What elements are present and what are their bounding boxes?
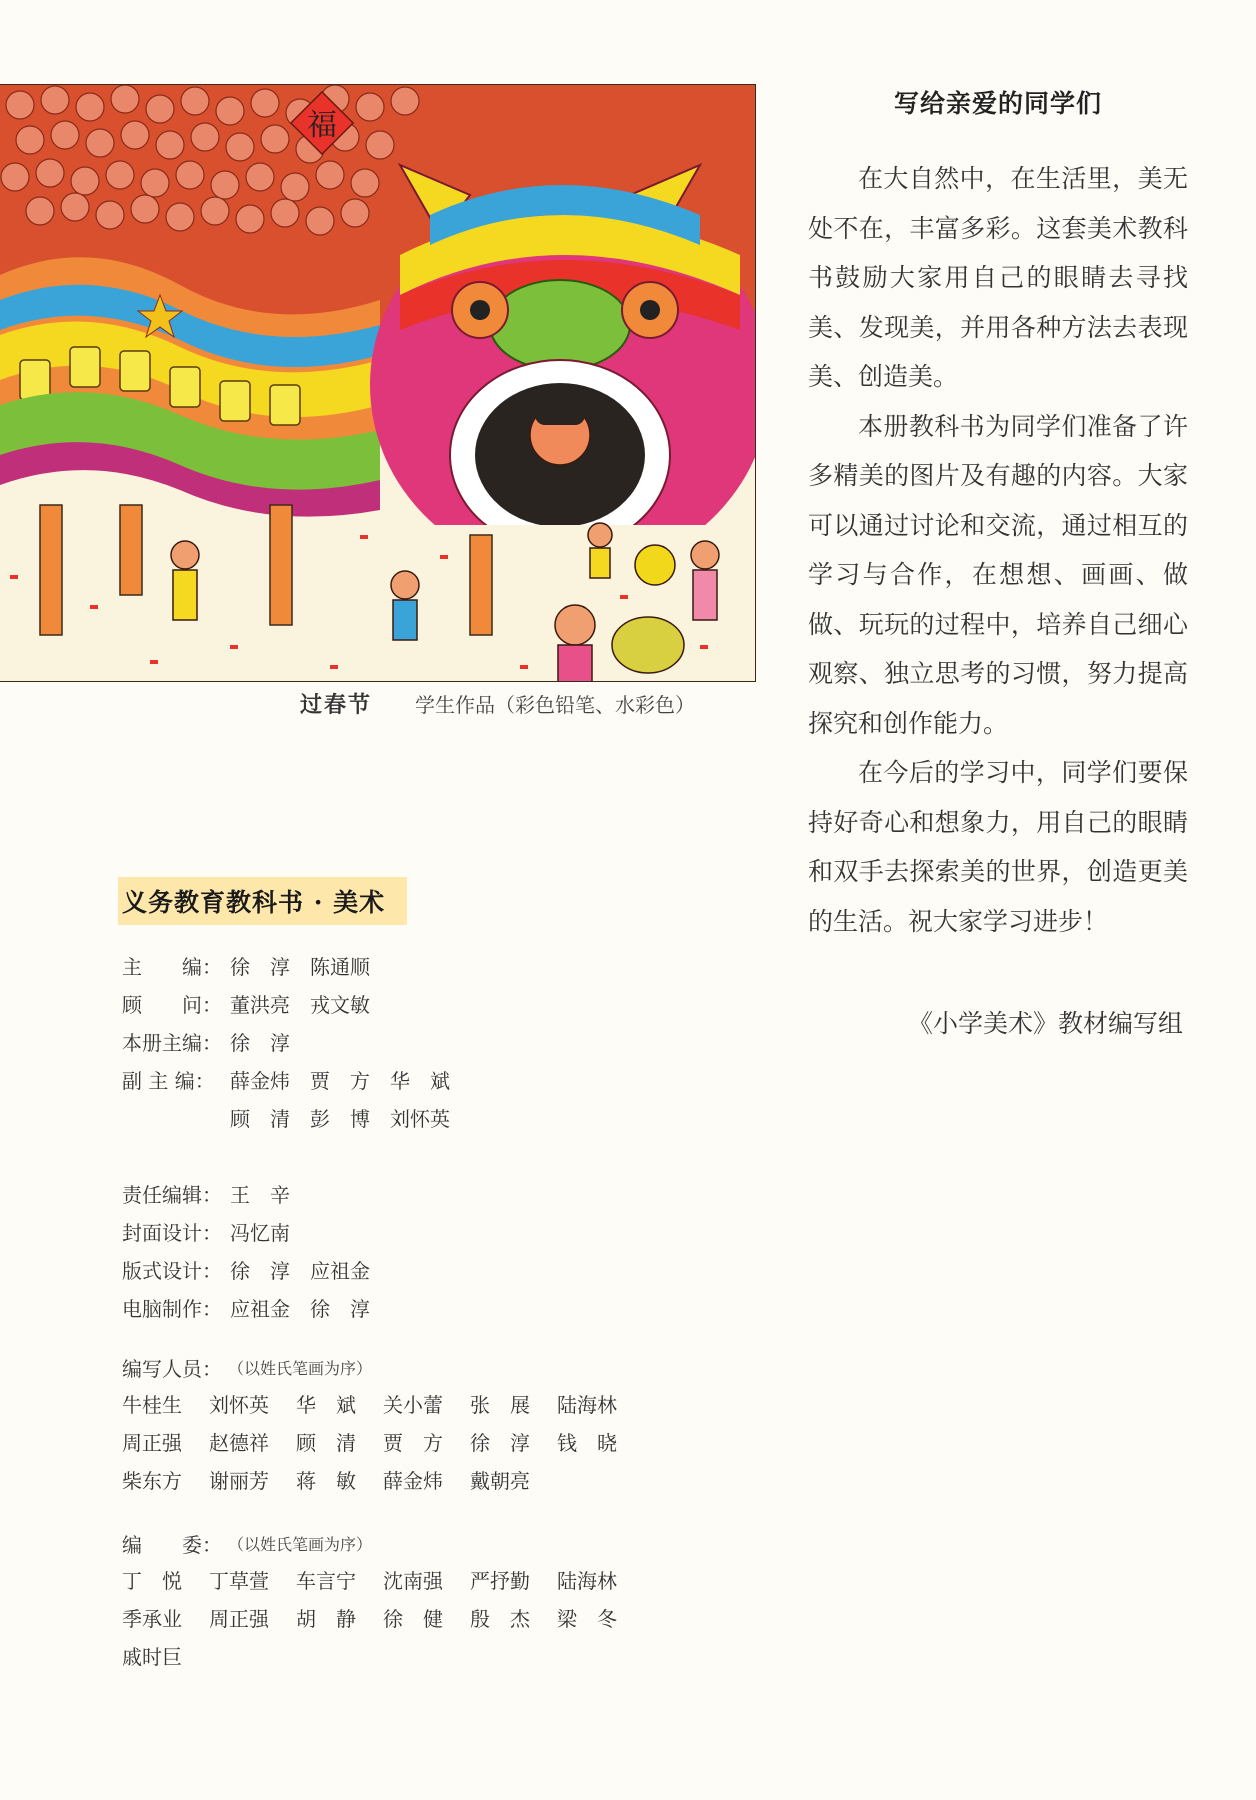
letter-paragraph: 本册教科书为同学们准备了许多精美的图片及有趣的内容。大家可以通过讨论和交流，通过相互的学习与合作，在想想、画画、做做、玩玩的过程中，培养自己细心观察、独立思考的习惯，努力提高探究和创作能力。 (808, 411, 1188, 738)
person-name: 梁 冬 (557, 1607, 617, 1631)
credit-value: 应祖金 徐 淳 (230, 1296, 370, 1321)
person-name: 柴东方 (122, 1469, 182, 1493)
letter-paragraph: 在大自然中，在生活里，美无处不在，丰富多彩。这套美术教科书鼓励大家用自己的眼睛去寻找美、发现美，并用各种方法去表现美、创造美。 (808, 164, 1188, 391)
credit-value: 薛金炜 贾 方 华 斌 (230, 1068, 450, 1093)
fu-character: 福 (307, 108, 337, 143)
credit-row-chief-editor (122, 946, 722, 984)
credit-label: 副 主 编： (122, 1068, 215, 1093)
letter-section (808, 84, 1188, 946)
credit-label: 本册主编： (122, 1030, 222, 1055)
book-title: 义务教育教科书 · 美术 (118, 877, 407, 925)
person-name: 张 展 (470, 1393, 530, 1417)
person-name: 陆海林 (557, 1393, 617, 1417)
person-name: 刘怀英 (209, 1393, 269, 1417)
credit-label: 版式设计： (122, 1258, 222, 1283)
committee-label: 编 委： (122, 1532, 222, 1557)
credit-value: 王 辛 (230, 1182, 290, 1207)
committee-list (122, 1562, 682, 1676)
committee-heading (122, 1524, 722, 1562)
credit-row-volume-editor (122, 1022, 722, 1060)
person-name: 丁草萱 (209, 1569, 269, 1593)
person-name: 周正强 (209, 1607, 269, 1631)
writers-label: 编写人员： (122, 1356, 222, 1381)
person-name: 薛金炜 (383, 1469, 443, 1493)
credit-row-layout-design (122, 1250, 722, 1288)
credit-label: 主 编： (122, 954, 222, 979)
person-name: 丁 悦 (122, 1569, 182, 1593)
credit-label: 责任编辑： (122, 1182, 222, 1207)
person-name: 严抒勤 (470, 1569, 530, 1593)
person-name: 胡 静 (296, 1607, 356, 1631)
letter-signature: 《小学美术》教材编写组 (907, 1009, 1183, 1038)
credits-block (122, 946, 722, 1676)
credit-value: 顾 清 彭 博 刘怀英 (230, 1106, 450, 1131)
person-name: 徐 淳 (470, 1431, 530, 1455)
person-name: 谢丽芳 (209, 1469, 269, 1493)
writers-list (122, 1386, 682, 1500)
student-painting (0, 84, 756, 682)
painting-subtitle: 学生作品（彩色铅笔、水彩色） (415, 693, 696, 717)
credit-value: 冯忆南 (230, 1220, 290, 1245)
spacer (122, 1136, 722, 1174)
person-name: 周正强 (122, 1431, 182, 1455)
painting-illustration (0, 85, 756, 682)
painting-caption (300, 688, 760, 719)
credit-row-responsible-editor (122, 1174, 722, 1212)
credit-label: 顾 问： (122, 992, 222, 1017)
person-name: 华 斌 (296, 1393, 356, 1417)
credit-row-deputy-editor (122, 1060, 722, 1098)
credit-value: 徐 淳 陈通顺 (230, 954, 370, 979)
person-name: 殷 杰 (470, 1607, 530, 1631)
credit-value: 董洪亮 戎文敏 (230, 992, 370, 1017)
person-name: 关小蕾 (383, 1393, 443, 1417)
person-name: 戚时巨 (122, 1645, 182, 1669)
letter-paragraph: 在今后的学习中，同学们要保持好奇心和想象力，用自己的眼睛和双手去探索美的世界，创造更美的生活。祝大家学习进步！ (808, 758, 1188, 936)
person-name: 陆海林 (557, 1569, 617, 1593)
person-name: 戴朝亮 (470, 1469, 530, 1493)
person-name: 沈南强 (383, 1569, 443, 1593)
painting-title: 过春节 (300, 692, 373, 718)
person-name: 钱 晓 (557, 1431, 617, 1455)
credit-label: 电脑制作： (122, 1296, 222, 1321)
credit-value: 徐 淳 (230, 1030, 290, 1055)
credit-row-advisor (122, 984, 722, 1022)
writers-note: （以姓氏笔画为序） (228, 1358, 373, 1378)
person-name: 徐 健 (383, 1607, 443, 1631)
person-name: 顾 清 (296, 1431, 356, 1455)
person-name: 贾 方 (383, 1431, 443, 1455)
letter-title: 写给亲爱的同学们 (893, 89, 1102, 118)
person-name: 季承业 (122, 1607, 182, 1631)
credit-row-cover-design (122, 1212, 722, 1250)
committee-note: （以姓氏笔画为序） (228, 1534, 373, 1554)
credit-row-computer-production (122, 1288, 722, 1326)
person-name: 赵德祥 (209, 1431, 269, 1455)
credit-value: 徐 淳 应祖金 (230, 1258, 370, 1283)
person-name: 车言宁 (296, 1569, 356, 1593)
person-name: 牛桂生 (122, 1393, 182, 1417)
credit-label: 封面设计： (122, 1220, 222, 1245)
writers-heading (122, 1348, 722, 1386)
credit-row-deputy-editor-continued (122, 1098, 722, 1136)
person-name: 蒋 敏 (296, 1469, 356, 1493)
